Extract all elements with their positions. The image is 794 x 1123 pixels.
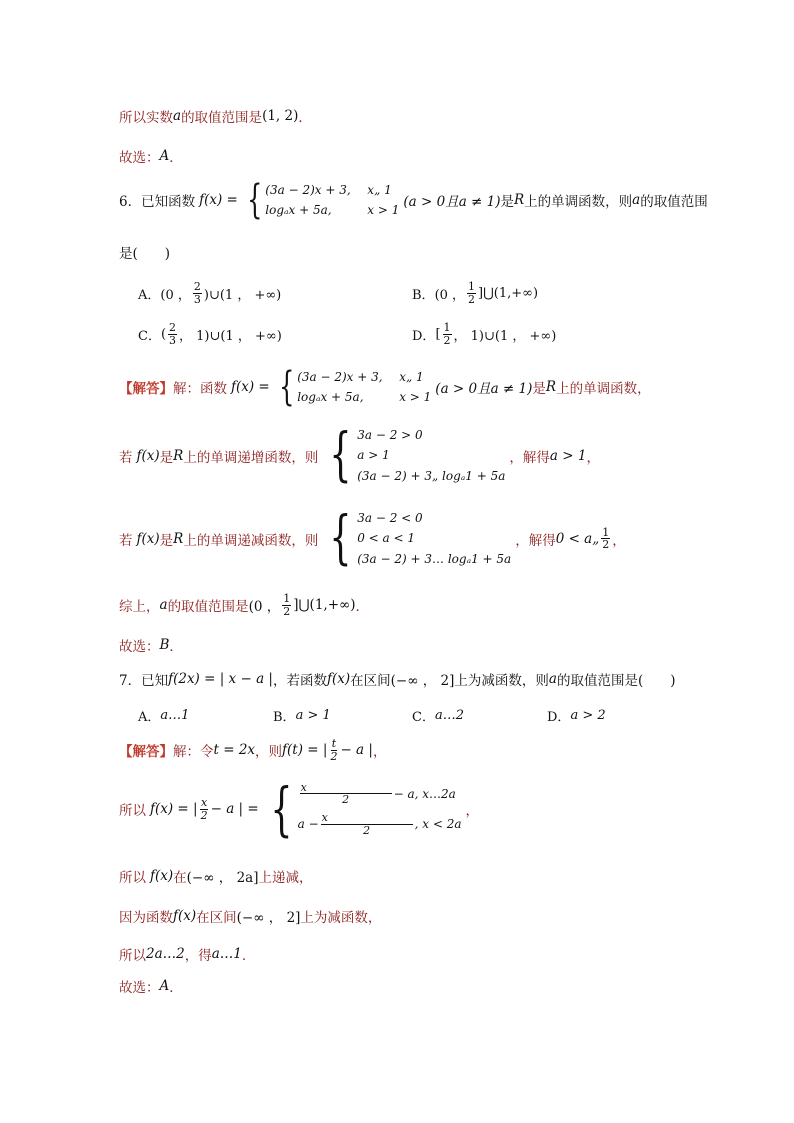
text: ，: [372, 744, 387, 761]
numerator: 1: [468, 280, 476, 293]
text: 在区间: [196, 910, 237, 926]
text: 是: [500, 194, 514, 211]
q6-stem: [119, 177, 708, 223]
text: 的取值范围: [640, 194, 708, 211]
function-f: f(x) =: [199, 192, 238, 209]
system-row: 0 < a < 1: [357, 531, 416, 546]
text: ，若函数: [272, 673, 327, 689]
q7-piecewise-line: [119, 775, 479, 843]
solution-label: 【解答】: [119, 381, 173, 398]
numerator: 1: [443, 321, 451, 334]
case-expr: logₐx + 5a,: [297, 390, 364, 405]
inequality-system: [322, 503, 512, 571]
text: 若: [119, 449, 133, 466]
answer-prefix: 故选：: [119, 150, 160, 166]
numerator: 2: [193, 280, 201, 293]
option-label: B．: [412, 287, 435, 303]
text: 在区间: [350, 673, 391, 689]
numerator: x: [300, 782, 392, 795]
denominator: 2: [468, 292, 476, 306]
text: 所以: [119, 948, 146, 964]
text: ，则: [255, 744, 283, 761]
case-expr: logₐx + 5a,: [265, 203, 332, 218]
interval: (−∞ ， 2]: [390, 673, 455, 689]
function-f: f(x): [326, 671, 351, 687]
option-text: ]⋃(1,+∞): [478, 285, 539, 301]
system-row: a > 1: [357, 448, 390, 463]
range-value: (1, 2): [262, 108, 299, 124]
case-cond: x„ 1: [399, 370, 424, 384]
system-row: 3a − 2 < 0: [357, 511, 423, 525]
denominator: 2: [342, 793, 350, 807]
q7-because-line: [119, 906, 381, 926]
function-f: f(x) =: [231, 379, 270, 396]
answer-line-5: [119, 146, 183, 166]
answer-prefix: 故选：: [119, 639, 160, 655]
brace: {: [329, 503, 352, 571]
text: ．: [298, 110, 312, 126]
text: ，解得: [509, 449, 550, 466]
case-expr: (3a − 2)x + 3,: [265, 183, 351, 197]
case-cond: x > 1: [367, 203, 400, 218]
text: ．: [169, 980, 183, 996]
text: ，得: [184, 948, 212, 964]
interval: (−∞ ， 2a]: [186, 870, 259, 886]
q6-option-a: [138, 281, 281, 305]
q6-increasing-case: [119, 420, 600, 488]
condition: (a > 0且a ≠ 1): [403, 194, 501, 211]
piecewise-definition: [263, 775, 462, 843]
system-row: 3a − 2 > 0: [357, 428, 423, 442]
inequality-system: [322, 420, 506, 488]
brace: {: [246, 177, 263, 223]
q7-result-line: [119, 944, 255, 964]
function-f: f(x): [150, 868, 174, 884]
text: ．: [355, 599, 370, 616]
piecewise-definition: [274, 364, 432, 410]
interval: (−∞ ， 2]: [236, 910, 301, 926]
var-a: a: [548, 671, 557, 687]
denominator: 2: [283, 604, 291, 618]
case-cond: x„ 1: [367, 183, 392, 197]
question-number: 6．: [119, 194, 142, 211]
option-label: D．: [547, 710, 571, 725]
text: 上的单调递增函数，则: [183, 449, 319, 466]
system-row: (3a − 2) + 3… logₐ1 + 5a: [357, 551, 512, 566]
text: 已知: [141, 673, 169, 689]
case-cond: x > 1: [399, 390, 432, 405]
denominator: 2: [363, 823, 371, 837]
q6-stem-cont: [119, 242, 170, 262]
option-text: )∪(1 ， +∞): [203, 287, 282, 303]
answer-value: A: [159, 978, 170, 994]
q7-option-b: [273, 706, 331, 725]
option-label: C．: [412, 710, 435, 725]
fraction: [200, 797, 209, 821]
text: 所以: [119, 803, 146, 819]
text: ．: [241, 948, 256, 964]
inequality: 2a…2: [146, 946, 185, 962]
fraction: [467, 281, 476, 305]
var-a: a: [632, 192, 641, 209]
fraction: [321, 812, 413, 836]
text: ．: [169, 639, 183, 655]
numerator: 1: [283, 592, 291, 605]
option-text: a > 1: [295, 708, 331, 723]
text: 若: [119, 532, 133, 549]
var-a: a: [159, 597, 168, 614]
substitution: t = 2x: [213, 742, 256, 759]
text: 是: [532, 381, 546, 398]
range-end: ]⋃(1,+∞): [293, 597, 356, 614]
q6-solution-intro: [119, 364, 651, 410]
denominator: 2: [443, 333, 451, 347]
text: 解：令: [173, 744, 214, 761]
text: ，: [612, 532, 626, 549]
piecewise-definition: [242, 177, 400, 223]
q7-stem: [119, 669, 676, 689]
q6-decreasing-case: [119, 503, 626, 571]
result: a > 1: [549, 447, 587, 464]
fraction: [168, 322, 177, 346]
numerator: x: [200, 795, 208, 809]
text: 上的单调函数，: [556, 381, 651, 398]
range-conclusion-line: [119, 106, 312, 126]
option-label: A．: [138, 710, 161, 725]
text: 所以: [119, 870, 146, 886]
q6-summary: [119, 593, 369, 617]
text: 的取值范围是: [181, 110, 263, 126]
fraction: [282, 593, 291, 617]
answer-value: B: [159, 637, 170, 653]
text: 是( ): [119, 246, 171, 262]
text: 综上，: [119, 599, 160, 616]
text: ．: [169, 150, 183, 166]
text: 已知函数: [141, 194, 196, 211]
answer-prefix: 故选：: [119, 980, 160, 996]
function-ft-rest: − a |: [340, 742, 373, 759]
fraction: [329, 738, 338, 762]
option-text: [: [435, 326, 441, 342]
result: 0 < a„: [555, 530, 600, 547]
text: ，: [465, 803, 479, 819]
denominator: 3: [193, 292, 201, 306]
set-R: R: [514, 192, 525, 209]
result: a…1: [211, 946, 242, 962]
var-a: a: [173, 108, 182, 124]
option-label: A．: [138, 287, 161, 303]
denominator: 2: [330, 749, 338, 763]
q6-option-d: [412, 322, 556, 346]
q7-option-d: [547, 706, 606, 725]
function-f: f(x) = |: [150, 801, 198, 817]
q7-decreasing-line: [119, 866, 312, 886]
fraction: [601, 527, 610, 551]
text: ，解得: [515, 532, 556, 549]
text: 因为函数: [119, 910, 173, 926]
q7-answer: [119, 976, 183, 996]
numerator: t: [331, 737, 337, 750]
option-text: a…1: [160, 708, 190, 723]
denominator: 3: [169, 333, 177, 347]
option-text: (0 ，: [434, 287, 466, 303]
text: 上的单调递减函数，则: [183, 532, 319, 549]
numerator: 1: [602, 525, 610, 539]
fraction: [443, 322, 452, 346]
case-cond: , x < 2a: [414, 816, 462, 831]
option-text: a…2: [434, 708, 464, 723]
text: 上为减函数，则: [454, 673, 549, 689]
function-ft: f(t) = |: [282, 742, 328, 759]
text: 的取值范围是( ): [556, 673, 676, 689]
condition: (a > 0且a ≠ 1): [435, 381, 533, 398]
text: 解：函数: [173, 381, 227, 398]
text: 上递减，: [258, 870, 313, 886]
option-text: (: [160, 326, 167, 342]
fraction: [193, 281, 202, 305]
option-text: ， 1)∪(1 ， +∞): [179, 328, 282, 344]
brace: {: [278, 364, 295, 410]
option-label: D．: [412, 328, 436, 344]
expression: − a | =: [210, 801, 259, 817]
q7-option-c: [412, 706, 464, 725]
text: 的取值范围是: [167, 599, 249, 616]
text: 所以实数: [119, 110, 173, 126]
brace: {: [329, 420, 352, 488]
q6-option-c: [138, 322, 282, 346]
fraction: [300, 782, 392, 806]
text: 是: [159, 449, 174, 466]
text: 在: [173, 870, 187, 886]
solution-label: 【解答】: [119, 744, 173, 761]
case-expr: (3a − 2)x + 3,: [297, 370, 383, 384]
text: 是: [159, 532, 174, 549]
q7-option-a: [138, 706, 189, 725]
set-R: R: [173, 447, 184, 464]
numerator: 2: [169, 321, 177, 334]
case-expr: a −: [297, 816, 319, 831]
option-text: a > 2: [570, 708, 606, 723]
q6-option-b: [412, 281, 538, 305]
text: 上的单调函数，则: [524, 194, 633, 211]
function-f: f(x): [136, 447, 160, 464]
option-text: (0 ，: [160, 287, 191, 303]
case-expr: − a, x…2a: [393, 786, 456, 801]
range-start: (0 ，: [248, 599, 281, 616]
option-label: B．: [273, 710, 296, 725]
set-R: R: [173, 530, 184, 547]
text: 上为减函数，: [300, 910, 382, 926]
function-f: f(x): [173, 908, 197, 924]
brace: {: [270, 775, 293, 843]
function-f: f(x): [136, 530, 160, 547]
question-number: 7．: [119, 673, 142, 689]
q6-answer: [119, 635, 183, 655]
numerator: x: [321, 812, 413, 825]
answer-value: A: [159, 148, 170, 164]
q7-solution-intro: [119, 738, 386, 762]
option-text: ， 1)∪(1 ， +∞): [453, 328, 557, 344]
function-definition: f(2x) = | x − a |: [168, 671, 273, 687]
system-row: (3a − 2) + 3„ logₐ1 + 5a: [357, 468, 506, 483]
option-label: C．: [138, 328, 161, 344]
text: ，: [586, 449, 600, 466]
denominator: 2: [602, 538, 610, 552]
denominator: 2: [200, 808, 208, 822]
set-R: R: [545, 379, 557, 396]
